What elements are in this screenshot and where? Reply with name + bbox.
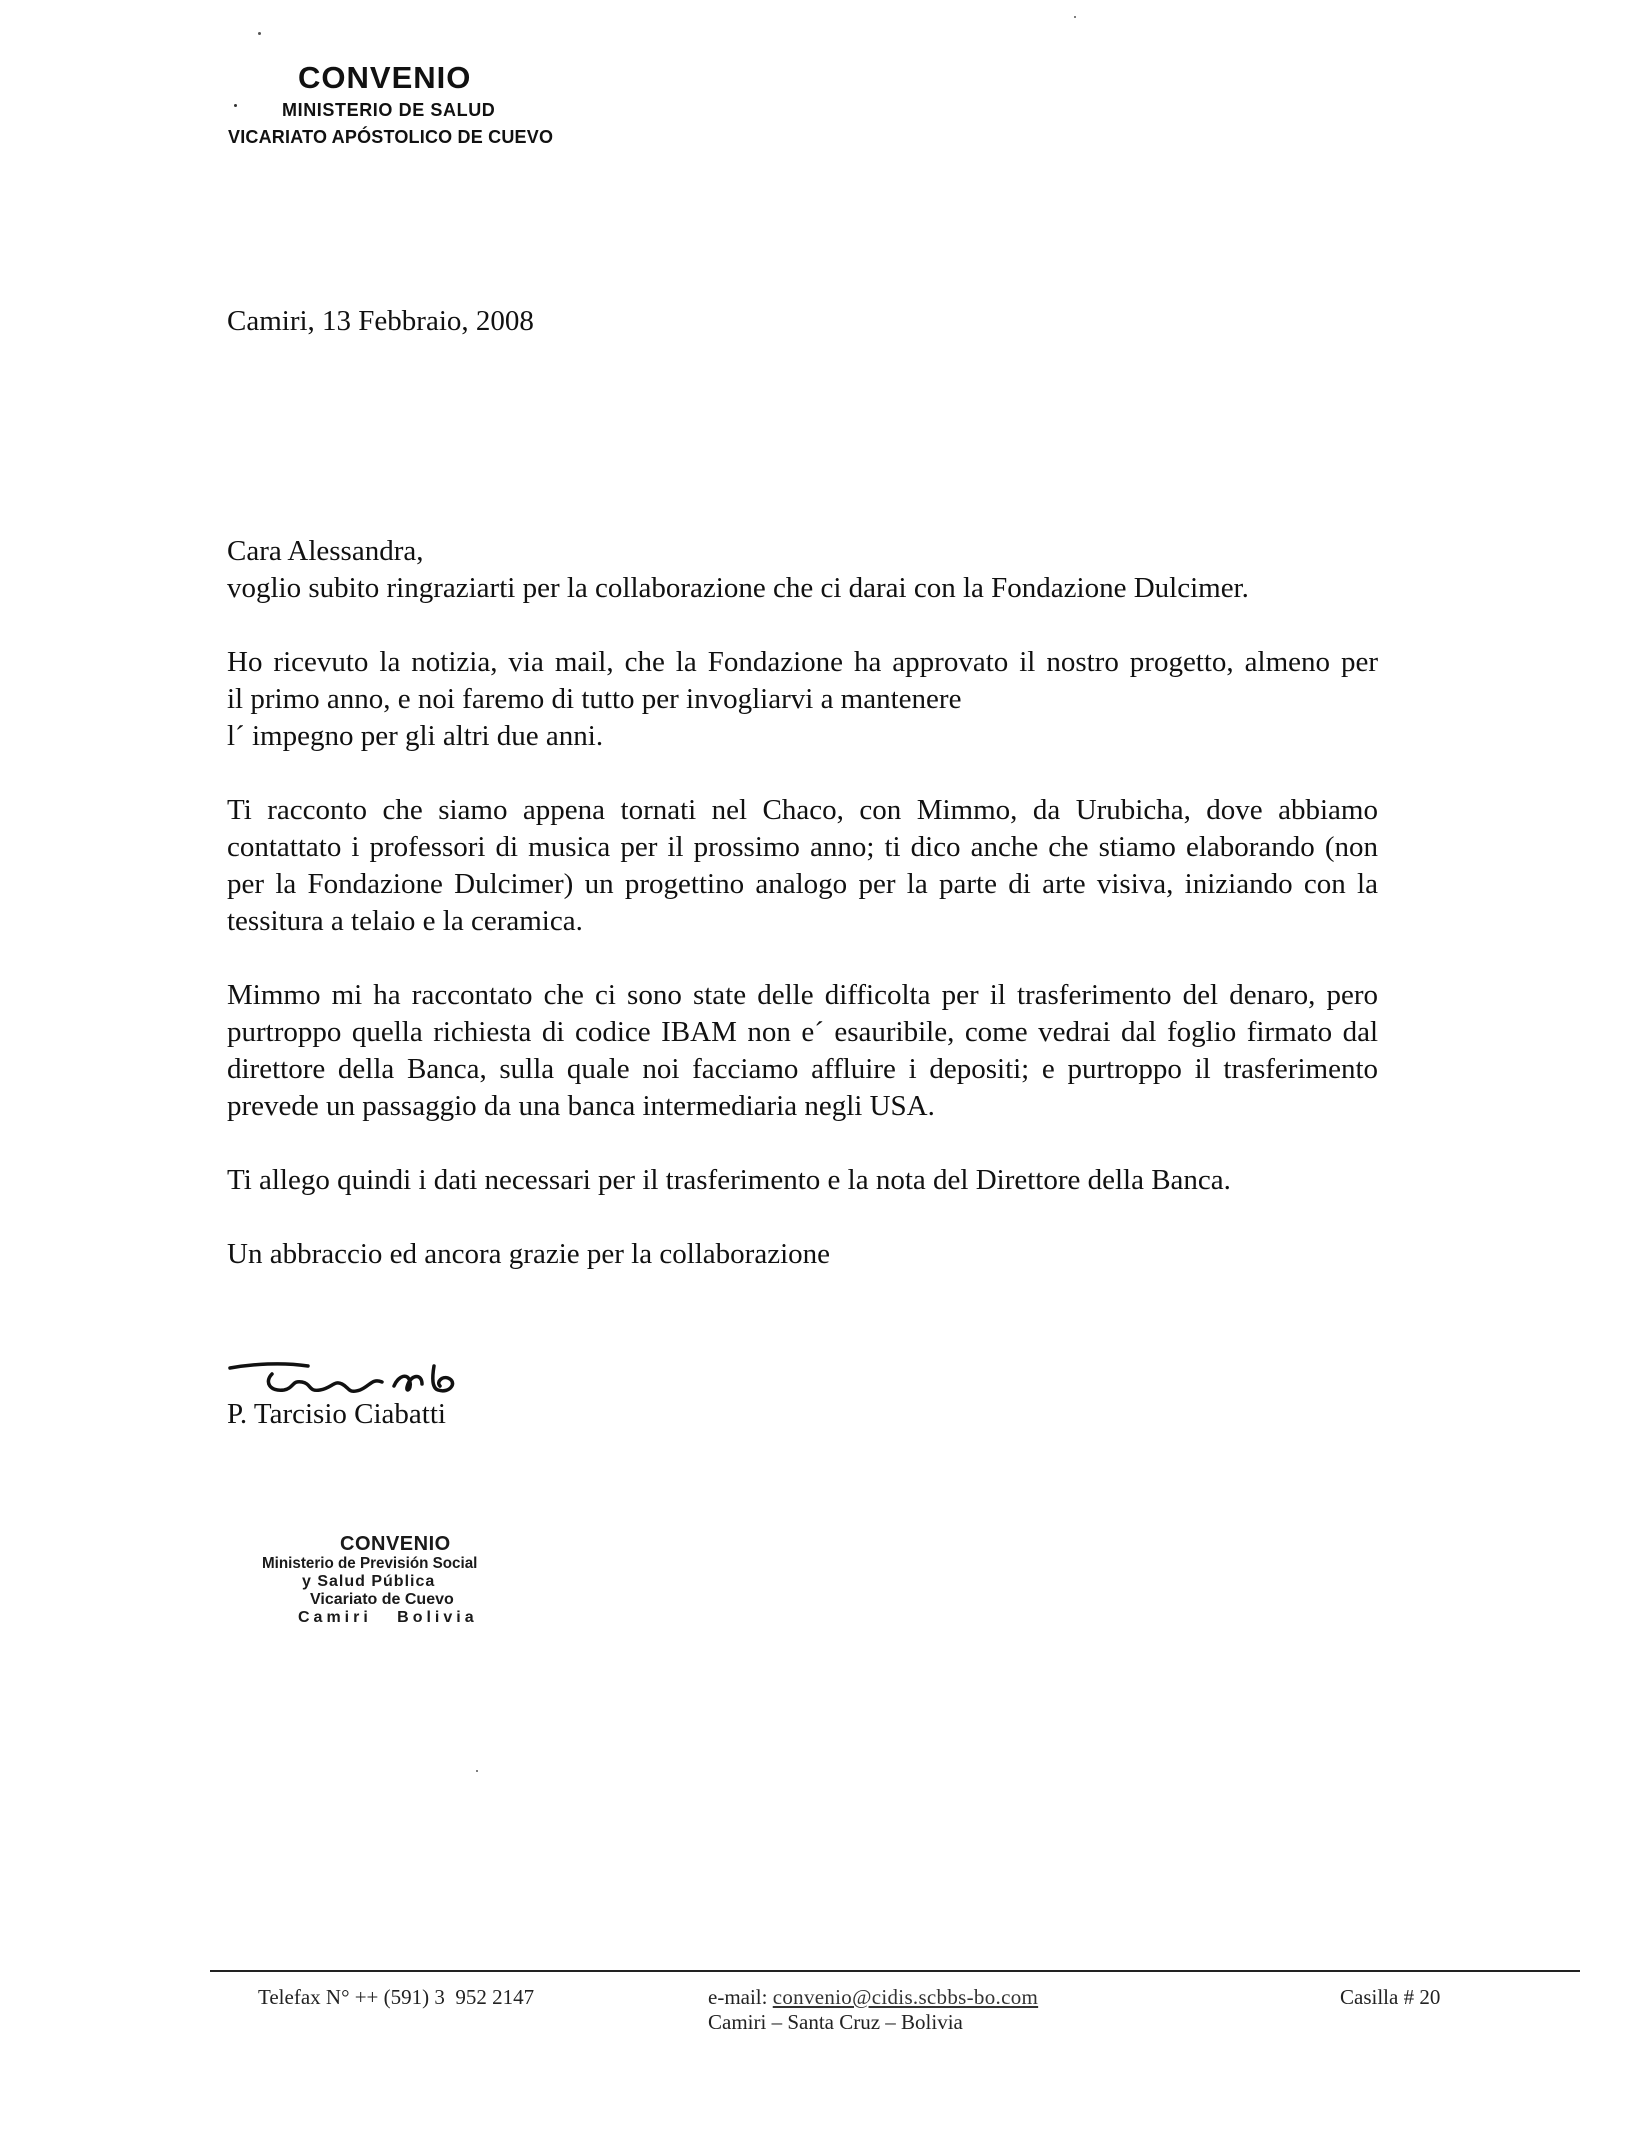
paragraph-chaco: Ti racconto che siamo appena tornati nel Chaco, con Mimmo, da Urubicha, dove abbiamo contattato i professori di musica per il prossimo anno; ti dico anche che stiamo elaborando (non per la Fondazione Dulcimer) un progettino analogo per la parte di arte visiva, iniziando con la tessitura a telaio e la ceramica.	[227, 794, 1378, 937]
stamp-vicariate: Vicariato de Cuevo	[310, 1591, 454, 1608]
handwritten-signature	[222, 1352, 482, 1402]
footer-telefax: Telefax N° ++ (591) 3 952 2147	[258, 1985, 535, 2009]
paragraph-approval-line: Ho ricevuto la notizia, via mail, che la Fondazione ha approvato il nostro progetto, almeno per	[227, 646, 1378, 678]
paragraph-approval-line: il primo anno, e noi faremo di tutto per invogliarvi a mantenere	[227, 683, 962, 715]
stamp-title: CONVENIO	[340, 1533, 451, 1555]
footer-po-box: Casilla # 20	[1340, 1985, 1441, 2009]
footer-divider	[210, 1970, 1580, 1972]
letterhead-ministry: MINISTERIO DE SALUD	[282, 100, 496, 120]
letter-body	[227, 533, 1378, 1273]
letter-date: Camiri, 13 Febbraio, 2008	[227, 305, 534, 337]
paragraph-approval	[227, 644, 1378, 755]
footer-email-label: e-mail:	[708, 1985, 768, 2009]
salutation: Cara Alessandra,	[227, 535, 424, 567]
paragraph-attachment: Ti allego quindi i dati necessari per il trasferimento e la nota del Direttore della Banca.	[227, 1164, 1231, 1196]
footer-email	[708, 1985, 1038, 2010]
letterhead-vicariate: VICARIATO APÓSTOLICO DE CUEVO	[228, 127, 554, 147]
signer-name: P. Tarcisio Ciabatti	[227, 1398, 446, 1430]
letterhead-dot	[234, 104, 237, 107]
paragraph-approval-line: l´ impegno per gli altri due anni.	[227, 720, 604, 752]
official-stamp	[262, 1533, 562, 1653]
scan-speck	[1074, 16, 1076, 18]
stamp-city: Camiri Bolivia	[298, 1609, 478, 1626]
letterhead-title: CONVENIO	[298, 60, 472, 95]
closing: Un abbraccio ed ancora grazie per la collaborazione	[227, 1238, 831, 1270]
scan-speck	[258, 32, 261, 35]
paragraph-transfer: Mimmo mi ha raccontato che ci sono state delle difficolta per il trasferimento del denaro, pero purtroppo quella richiesta di codice IBAM non e´ esauribile, come vedrai dal foglio firmato dal direttore della Banca, sulla quale noi facciamo affluire i depositi; e purtroppo il trasferimento prevede un passaggio da una banca intermediaria negli USA.	[227, 979, 1378, 1122]
scan-speck	[476, 1770, 478, 1772]
stamp-ministry: Ministerio de Previsión Social	[262, 1555, 478, 1572]
paragraph-thanks: voglio subito ringraziarti per la collaborazione che ci darai con la Fondazione Dulcimer.	[227, 572, 1249, 604]
footer-address: Camiri – Santa Cruz – Bolivia	[708, 2010, 963, 2034]
footer-email-link[interactable]: convenio@cidis.scbbs-bo.com	[772, 1985, 1039, 2009]
stamp-health: y Salud Pública	[302, 1573, 436, 1590]
